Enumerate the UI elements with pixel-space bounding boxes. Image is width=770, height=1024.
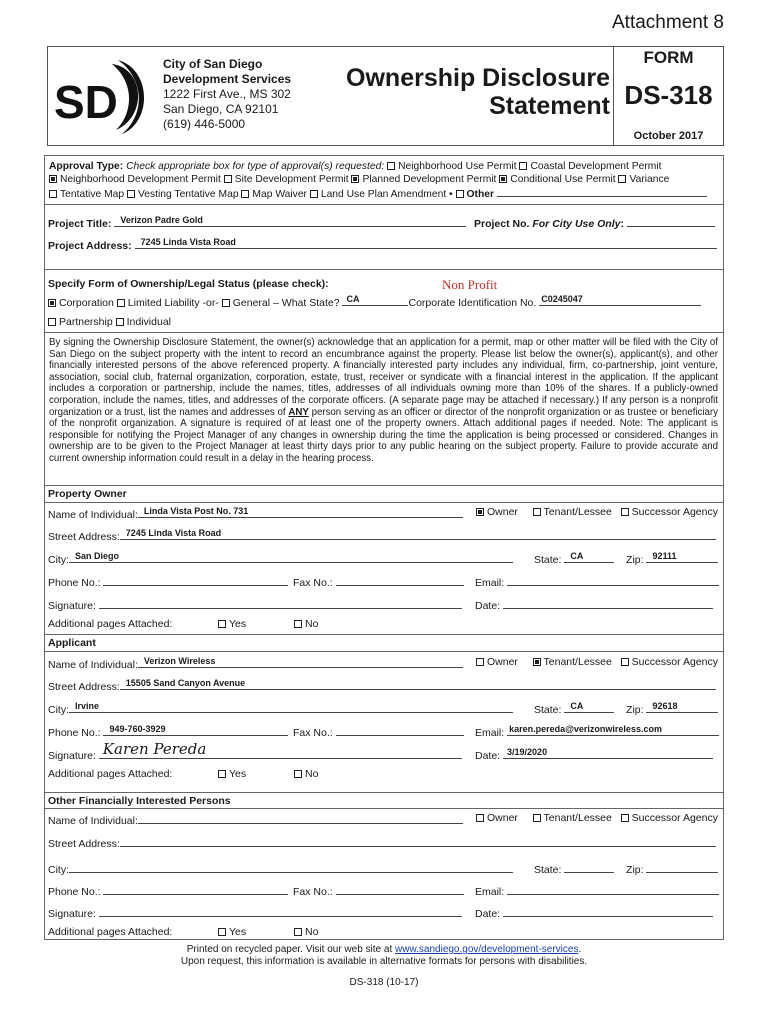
agency-dept: Development Services (163, 72, 292, 86)
ap-phone-row (48, 724, 288, 739)
ot-pages-row (48, 926, 172, 938)
ap-pages-no[interactable] (294, 768, 318, 780)
approval-option-9[interactable] (241, 189, 307, 200)
project-title-row (48, 215, 466, 230)
footer-line-1 (44, 944, 724, 956)
name-label: Name of Individual: (48, 659, 138, 671)
project-number-note: For City Use Only (532, 218, 621, 230)
option-label: Yes (229, 618, 247, 630)
corp-id-field[interactable] (539, 294, 701, 306)
zip-label: Zip: (626, 554, 644, 566)
divider (44, 485, 724, 486)
divider (44, 651, 724, 652)
corp-id-label: Corporate Identification No. (408, 297, 537, 309)
approval-option-5[interactable] (499, 174, 615, 185)
form-code: DS-318 (10-17) (349, 977, 419, 988)
phone-label: Phone No.: (48, 577, 101, 589)
option-label: Neighborhood Development Permit (60, 174, 221, 185)
project-title-label: Project Title: (48, 218, 112, 230)
option-label: Yes (229, 768, 247, 780)
corporation-option[interactable] (48, 297, 114, 309)
checkbox[interactable] (222, 299, 230, 307)
name-label: Name of Individual: (48, 815, 138, 827)
street-label: Street Address: (48, 838, 120, 850)
ap-phone-field[interactable] (103, 724, 288, 736)
project-title-field[interactable] (114, 215, 466, 227)
checkbox[interactable] (519, 162, 527, 170)
option-label: Successor Agency (631, 812, 718, 824)
po-city-field[interactable] (69, 551, 513, 563)
form-title-line2: Statement (489, 92, 610, 120)
project-address-label: Project Address: (48, 240, 132, 252)
ap-phone-value: 949-760-3929 (109, 724, 166, 734)
option-label: No (305, 926, 319, 938)
ownership-options-row (48, 294, 701, 309)
ot-role-row (476, 812, 718, 824)
checkbox[interactable] (621, 814, 629, 822)
checkbox[interactable] (127, 190, 135, 198)
ot-pages-yes[interactable] (218, 926, 246, 938)
phone-label: Phone No.: (48, 886, 101, 898)
project-address-row (48, 237, 717, 252)
zip-label: Zip: (626, 704, 644, 716)
option-label: Conditional Use Permit (510, 174, 616, 185)
disclosure-text: By signing the Ownership Disclosure Statement, the owner(s) acknowledge that an application for a permit, map or other matter will be filed with the City of San Diego on the subject property with the intent to record an encumbrance against the property. Please list below the owner(s), applicant(s), and other financially interested persons of the above referenced property. A financially interested party includes any individual, firm, co-partnership, joint venture, association, social club, fraternal organization, corporation, estate, trust, receiver or syndicate with a financial interest in the application. If the applicant includes a corporation or partnership, include the names, titles, addresses of all individuals owning more than 10% of the shares. If a publicly-owned corporation, include the names, titles, and addresses of the corporate officers. (A separate page may be attached if necessary.) If any person is a nonprofit organization or a trust, list the names and addresses of (49, 337, 718, 418)
footer-text: Printed on recycled paper. Visit our web site at (186, 944, 393, 955)
email-label: Email: (475, 886, 505, 898)
checkbox[interactable] (294, 770, 302, 778)
option-label: Owner (487, 812, 518, 824)
po-state-field[interactable] (564, 551, 614, 563)
footer-line-2: Upon request, this information is available in alternative formats for persons with disabilities. (180, 956, 588, 967)
ot-name-field[interactable] (138, 812, 463, 824)
po-name-row (48, 506, 463, 521)
date-label: Date: (475, 600, 501, 612)
po-street-field[interactable] (120, 528, 716, 540)
date-label: Date: (475, 908, 501, 920)
ot-signature-row (48, 905, 462, 920)
checkbox[interactable] (621, 508, 629, 516)
checkbox[interactable] (218, 928, 226, 936)
ap-state-zip-row (534, 701, 718, 716)
approval-option-0[interactable] (387, 161, 516, 172)
ap-pages-row (48, 768, 172, 780)
form-date: October 2017 (633, 130, 704, 142)
checkbox[interactable] (218, 770, 226, 778)
agency-name: City of San Diego (163, 57, 263, 71)
state-label: State: (534, 554, 562, 566)
ot-state-field[interactable] (564, 861, 614, 873)
checkbox[interactable] (476, 814, 484, 822)
po-email-row (475, 574, 719, 589)
ap-state-value: CA (570, 701, 584, 711)
checkbox[interactable] (116, 318, 124, 326)
po-city-row (48, 551, 513, 566)
website-link[interactable]: www.sandiego.gov/development-services (395, 944, 579, 955)
agency-block (163, 57, 291, 132)
ap-name-value: Verizon Wireless (143, 656, 216, 666)
po-zip-value: 92111 (652, 551, 677, 561)
fax-label: Fax No.: (293, 577, 333, 589)
ap-email-row (475, 724, 719, 739)
option-label: Yes (229, 926, 247, 938)
name-label: Name of Individual: (48, 509, 138, 521)
ot-signature-field[interactable] (99, 905, 462, 917)
agency-phone: (619) 446-5000 (163, 117, 246, 131)
option-label: Limited Liability -or- (127, 297, 219, 309)
ot-tenant-option[interactable] (533, 812, 612, 824)
checkbox[interactable] (49, 175, 57, 183)
option-label: Corporation (59, 297, 114, 309)
signature-label: Signature: (48, 600, 96, 612)
ap-tenant-option[interactable] (533, 656, 612, 668)
approval-option-3[interactable] (224, 174, 349, 185)
ap-zip-value: 92618 (652, 701, 678, 711)
ap-date-field[interactable] (503, 747, 713, 759)
ap-signature-row (48, 740, 462, 762)
city-logo (52, 56, 152, 136)
checkbox[interactable] (49, 190, 57, 198)
ot-fax-field[interactable] (336, 883, 464, 895)
ot-city-row (48, 861, 513, 876)
option-label: Map Waiver (252, 189, 307, 200)
po-role-row (476, 506, 718, 518)
general-option[interactable] (222, 297, 340, 309)
po-phone-row (48, 574, 288, 589)
po-street-value: 7245 Linda Vista Road (125, 528, 222, 538)
ap-email-field[interactable] (507, 724, 719, 736)
pages-label: Additional pages Attached: (48, 926, 173, 938)
divider (44, 634, 724, 635)
checkbox[interactable] (218, 620, 226, 628)
po-fax-row (293, 574, 464, 589)
ap-name-row (48, 656, 463, 671)
ap-owner-option[interactable] (476, 656, 518, 668)
applicant-title: Applicant (48, 637, 96, 649)
attachment-label: Attachment 8 (612, 12, 724, 33)
po-signature-row (48, 597, 462, 612)
city-label: City: (48, 554, 69, 566)
approval-option-6[interactable] (618, 174, 669, 185)
po-email-field[interactable] (507, 574, 719, 586)
checkbox[interactable] (117, 299, 125, 307)
city-label: City: (48, 704, 69, 716)
ot-pages-no[interactable] (294, 926, 318, 938)
po-signature-field[interactable] (99, 597, 462, 609)
state-field[interactable] (342, 294, 408, 306)
approval-type-section (49, 160, 721, 201)
po-owner-option[interactable] (476, 506, 518, 518)
checkbox[interactable] (351, 175, 359, 183)
ap-city-field[interactable] (69, 701, 513, 713)
option-label: Tentative Map (60, 189, 125, 200)
state-label: State: (534, 704, 562, 716)
checkbox[interactable] (476, 508, 484, 516)
ap-email-value: karen.pereda@verizonwireless.com (509, 724, 662, 734)
fax-label: Fax No.: (293, 886, 333, 898)
property-owner-title: Property Owner (48, 488, 127, 500)
ap-state-field[interactable] (564, 701, 614, 713)
ot-successor-option[interactable] (621, 812, 718, 824)
pages-label: Additional pages Attached: (48, 618, 173, 630)
form-number: DS-318 (624, 80, 713, 110)
ot-state-zip-row (534, 861, 718, 876)
phone-label: Phone No.: (48, 727, 101, 739)
checkbox[interactable] (476, 658, 484, 666)
ap-fax-field[interactable] (336, 724, 464, 736)
other-title: Other Financially Interested Persons (48, 795, 231, 807)
ot-zip-field[interactable] (646, 861, 718, 873)
ot-street-row (48, 835, 716, 850)
option-label: Owner (487, 656, 518, 668)
ot-date-field[interactable] (503, 905, 713, 917)
approval-option-2[interactable] (49, 174, 221, 185)
ap-role-row (476, 656, 718, 668)
option-label: Individual (126, 316, 171, 328)
checkbox[interactable] (48, 299, 56, 307)
ot-street-field[interactable] (120, 835, 716, 847)
approval-option-4[interactable] (351, 174, 496, 185)
option-label: Variance (629, 174, 670, 185)
ap-date-row (475, 747, 713, 762)
email-label: Email: (475, 727, 505, 739)
ap-date-value: 3/19/2020 (507, 747, 548, 757)
individual-option[interactable] (116, 316, 171, 328)
approval-option-8[interactable] (127, 189, 239, 200)
ap-successor-option[interactable] (621, 656, 718, 668)
state-value: CA (346, 294, 360, 304)
checkbox[interactable] (499, 175, 507, 183)
checkbox[interactable] (533, 658, 541, 666)
other-approval-field[interactable] (497, 186, 707, 197)
email-label: Email: (475, 577, 505, 589)
option-label: Other (466, 189, 495, 200)
po-pages-yes[interactable] (218, 618, 246, 630)
po-successor-option[interactable] (621, 506, 718, 518)
po-fax-field[interactable] (336, 574, 464, 586)
po-zip-field[interactable] (646, 551, 718, 563)
ap-zip-field[interactable] (646, 701, 718, 713)
project-address-value: 7245 Linda Vista Road (140, 237, 236, 247)
agency-address: 1222 First Ave., MS 302 (163, 87, 291, 101)
project-number-field[interactable] (627, 215, 715, 227)
checkbox[interactable] (294, 928, 302, 936)
ot-phone-field[interactable] (103, 883, 288, 895)
option-label: General – What State? (232, 297, 340, 309)
checkbox[interactable] (241, 190, 249, 198)
option-label: Planned Development Permit (362, 174, 497, 185)
divider (44, 204, 724, 205)
checkbox[interactable] (48, 318, 56, 326)
state-label: State: (534, 864, 562, 876)
ap-street-field[interactable] (120, 678, 716, 690)
checkbox[interactable] (621, 658, 629, 666)
signature-label: Signature: (48, 750, 96, 762)
signature-label: Signature: (48, 908, 96, 920)
po-name-field[interactable] (138, 506, 463, 518)
city-label: City: (48, 864, 69, 876)
checkbox[interactable] (533, 508, 541, 516)
checkbox[interactable] (294, 620, 302, 628)
ap-city-row (48, 701, 513, 716)
partnership-option[interactable] (48, 316, 113, 328)
ot-email-row (475, 883, 719, 898)
po-pages-no[interactable] (294, 618, 318, 630)
option-label: No (305, 618, 319, 630)
footer-period: . (578, 944, 582, 955)
project-number-label: Project No. (474, 218, 530, 230)
ap-city-value: Irvine (75, 701, 100, 711)
ownership-options-row-2 (48, 316, 171, 328)
zip-label: Zip: (626, 864, 644, 876)
date-label: Date: (475, 750, 501, 762)
project-number-row: Project No. For City Use Only: (474, 215, 715, 230)
option-label: Owner (487, 506, 518, 518)
po-date-field[interactable] (503, 597, 713, 609)
option-label: Tenant/Lessee (543, 656, 612, 668)
ap-street-value: 15505 Sand Canyon Avenue (125, 678, 246, 688)
checkbox[interactable] (456, 190, 464, 198)
checkbox[interactable] (387, 162, 395, 170)
project-address-field[interactable] (135, 237, 717, 249)
logo-text: SD (54, 76, 118, 128)
ot-date-row (475, 905, 713, 920)
agency-city: San Diego, CA 92101 (163, 102, 279, 116)
option-label: Neighborhood Use Permit (398, 161, 517, 172)
ot-name-row (48, 812, 463, 827)
option-label: Successor Agency (631, 506, 718, 518)
divider (44, 792, 724, 793)
divider (44, 502, 724, 503)
option-label: Tenant/Lessee (543, 812, 612, 824)
form-label: FORM (643, 48, 694, 67)
po-tenant-option[interactable] (533, 506, 612, 518)
approval-instruction: Check appropriate box for type of approval(s) requested: (126, 161, 385, 172)
divider (44, 332, 724, 333)
po-state-value: CA (570, 551, 584, 561)
checkbox[interactable] (310, 190, 318, 198)
divider (44, 269, 724, 270)
po-pages-row (48, 618, 172, 630)
ap-signature-value: Karen Pereda (102, 740, 207, 758)
po-state-zip-row (534, 551, 718, 566)
option-label: Coastal Development Permit (530, 161, 662, 172)
approval-option-10[interactable] (310, 189, 453, 200)
ot-email-field[interactable] (507, 883, 719, 895)
approval-option-11[interactable] (456, 189, 494, 200)
option-label: Site Development Permit (234, 174, 349, 185)
ot-fax-row (293, 883, 464, 898)
ap-name-field[interactable] (138, 656, 463, 668)
approval-type-label: Approval Type: (49, 161, 124, 172)
divider (44, 808, 724, 809)
corp-id-value: C0245047 (541, 294, 583, 304)
checkbox[interactable] (533, 814, 541, 822)
po-city-value: San Diego (75, 551, 120, 561)
po-phone-field[interactable] (103, 574, 288, 586)
street-label: Street Address: (48, 531, 120, 543)
ap-fax-row (293, 724, 464, 739)
approval-option-7[interactable] (49, 189, 124, 200)
option-label: No (305, 768, 319, 780)
footer (44, 944, 724, 968)
po-street-row (48, 528, 716, 543)
pages-label: Additional pages Attached: (48, 768, 173, 780)
ownership-label: Specify Form of Ownership/Legal Status (please check): (48, 278, 329, 290)
ap-signature-field[interactable] (99, 740, 462, 759)
street-label: Street Address: (48, 681, 120, 693)
disclosure-any: ANY (288, 406, 309, 418)
checkbox[interactable] (224, 175, 232, 183)
ap-pages-yes[interactable] (218, 768, 246, 780)
option-label: Partnership (59, 316, 113, 328)
option-label: Land Use Plan Amendment • (320, 189, 453, 200)
ot-owner-option[interactable] (476, 812, 518, 824)
ot-city-field[interactable] (69, 861, 513, 873)
option-label: Successor Agency (631, 656, 718, 668)
disclosure-paragraph (49, 337, 718, 465)
fax-label: Fax No.: (293, 727, 333, 739)
option-label: Tenant/Lessee (543, 506, 612, 518)
form-title-line1: Ownership Disclosure (346, 64, 610, 92)
project-title-value: Verizon Padre Gold (120, 215, 203, 225)
approval-option-1[interactable] (519, 161, 661, 172)
disclosure-text-2: person serving as an officer or director of the nonprofit organization or as trustee or beneficiary of the nonprofit organization. A signature is required of at least one of the property owners. Attach additional pages if needed. Note: The applicant is responsible for notifying the Project Manager of any changes in ownership during the time the application is being processed or considered. Changes in ownership are to be given to the Project Manager at least thirty days prior to any public hearing on the subject property. Failure to provide accurate and current ownership information could result in a delay in the hearing process. (49, 406, 719, 464)
po-name-value: Linda Vista Post No. 731 (143, 506, 249, 516)
po-date-row (475, 597, 713, 612)
ownership-annotation: Non Profit (442, 277, 498, 292)
form-title (328, 64, 610, 120)
llc-option[interactable] (117, 297, 219, 309)
checkbox[interactable] (618, 175, 626, 183)
ap-street-row (48, 678, 716, 693)
ot-phone-row (48, 883, 288, 898)
option-label: Vesting Tentative Map (137, 189, 239, 200)
